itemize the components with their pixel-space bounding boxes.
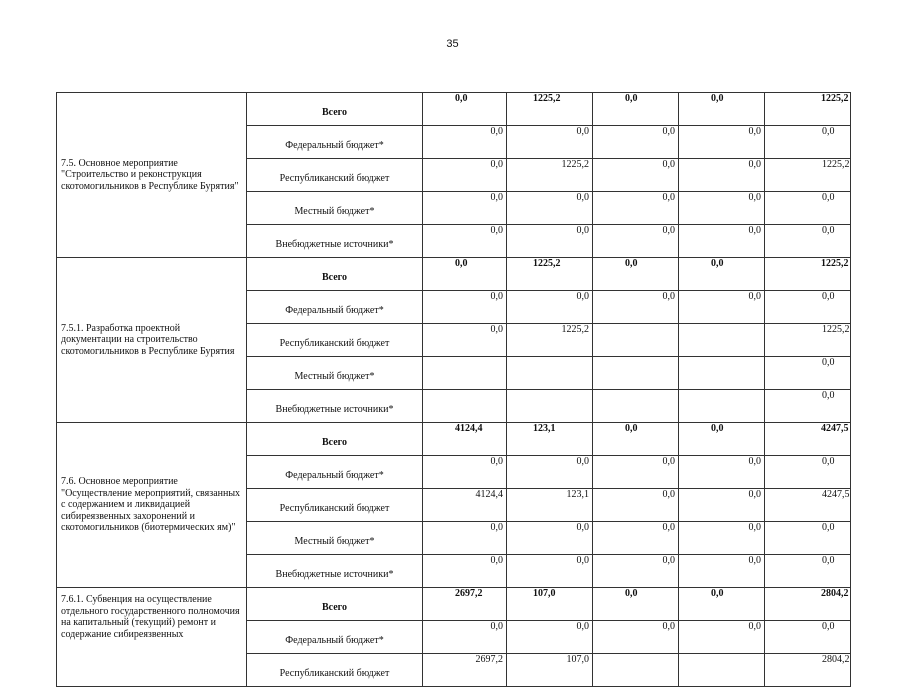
activity-title: 7.6.1. Субвенция на осуществление отдельного государственного полномочия на капитальный (текущий) ремонт и содержание сибиреязвенных (57, 588, 247, 687)
value-cell: 0,0 (593, 291, 679, 324)
value-cell: 2697,2 (423, 654, 507, 687)
value-cell: 0,0 (423, 456, 507, 489)
value-cell: 0,0 (679, 423, 765, 456)
value-cell: 4124,4 (423, 423, 507, 456)
value-cell: 0,0 (679, 225, 765, 258)
value-cell: 0,0 (765, 291, 851, 324)
value-cell: 107,0 (507, 588, 593, 621)
page-number: 35 (446, 38, 459, 50)
value-cell: 0,0 (765, 390, 851, 423)
value-cell: 123,1 (507, 489, 593, 522)
value-cell: 0,0 (507, 555, 593, 588)
value-cell: 0,0 (679, 192, 765, 225)
value-cell: 0,0 (593, 159, 679, 192)
value-cell: 0,0 (507, 522, 593, 555)
value-cell (423, 357, 507, 390)
value-cell: 0,0 (593, 258, 679, 291)
funding-source: Федеральный бюджет* (247, 291, 423, 324)
value-cell (593, 357, 679, 390)
value-cell: 0,0 (593, 225, 679, 258)
value-cell: 4124,4 (423, 489, 507, 522)
funding-source: Внебюджетные источники* (247, 555, 423, 588)
value-cell: 0,0 (593, 126, 679, 159)
activity-title: 7.5.1. Разработка проектной документации на строительство скотомогильников в Республике Бурятия (57, 258, 247, 423)
value-cell: 0,0 (507, 621, 593, 654)
value-cell: 0,0 (679, 621, 765, 654)
funding-source: Всего (247, 258, 423, 291)
funding-source: Федеральный бюджет* (247, 456, 423, 489)
value-cell: 0,0 (765, 225, 851, 258)
funding-source: Внебюджетные источники* (247, 390, 423, 423)
budget-table (56, 92, 851, 687)
value-cell: 0,0 (423, 126, 507, 159)
value-cell: 0,0 (679, 159, 765, 192)
activity-title: 7.5. Основное мероприятие "Строительство и реконструкция скотомогильников в Республике Бурятия" (57, 93, 247, 258)
value-cell: 0,0 (765, 357, 851, 390)
value-cell: 4247,5 (765, 423, 851, 456)
value-cell: 0,0 (679, 93, 765, 126)
value-cell: 0,0 (593, 621, 679, 654)
value-cell: 1225,2 (765, 93, 851, 126)
value-cell: 107,0 (507, 654, 593, 687)
value-cell: 0,0 (765, 192, 851, 225)
value-cell: 0,0 (507, 126, 593, 159)
value-cell (679, 390, 765, 423)
value-cell: 2804,2 (765, 588, 851, 621)
value-cell: 1225,2 (507, 258, 593, 291)
value-cell: 4247,5 (765, 489, 851, 522)
value-cell: 0,0 (765, 126, 851, 159)
value-cell: 0,0 (593, 489, 679, 522)
value-cell (507, 390, 593, 423)
table-row-total (57, 258, 851, 291)
value-cell: 0,0 (423, 291, 507, 324)
value-cell: 0,0 (423, 159, 507, 192)
value-cell: 0,0 (593, 522, 679, 555)
budget-table-body (57, 93, 851, 687)
funding-source: Всего (247, 93, 423, 126)
value-cell (679, 654, 765, 687)
value-cell: 1225,2 (507, 324, 593, 357)
value-cell: 0,0 (423, 324, 507, 357)
funding-source: Республиканский бюджет (247, 654, 423, 687)
value-cell: 0,0 (423, 192, 507, 225)
value-cell: 0,0 (423, 225, 507, 258)
funding-source: Республиканский бюджет (247, 324, 423, 357)
funding-source: Всего (247, 588, 423, 621)
value-cell: 0,0 (765, 522, 851, 555)
value-cell: 0,0 (593, 456, 679, 489)
value-cell: 0,0 (423, 621, 507, 654)
value-cell: 1225,2 (507, 159, 593, 192)
value-cell: 0,0 (679, 588, 765, 621)
funding-source: Федеральный бюджет* (247, 126, 423, 159)
funding-source: Местный бюджет* (247, 522, 423, 555)
value-cell: 0,0 (765, 555, 851, 588)
value-cell (507, 357, 593, 390)
activity-title: 7.6. Основное мероприятие "Осуществление мероприятий, связанных с содержанием и ликвидацией сибиреязвенных захоронений и скотомогильников (биотермических ям)" (57, 423, 247, 588)
value-cell: 0,0 (423, 258, 507, 291)
value-cell: 0,0 (679, 489, 765, 522)
table-row-total (57, 423, 851, 456)
funding-source: Республиканский бюджет (247, 159, 423, 192)
value-cell: 1225,2 (765, 324, 851, 357)
value-cell: 0,0 (423, 522, 507, 555)
value-cell: 0,0 (765, 456, 851, 489)
funding-source: Всего (247, 423, 423, 456)
funding-source: Республиканский бюджет (247, 489, 423, 522)
value-cell: 0,0 (507, 456, 593, 489)
value-cell: 2804,2 (765, 654, 851, 687)
value-cell: 0,0 (765, 621, 851, 654)
value-cell: 0,0 (593, 423, 679, 456)
table-row-total (57, 588, 851, 621)
value-cell: 1225,2 (507, 93, 593, 126)
value-cell (593, 324, 679, 357)
value-cell: 2697,2 (423, 588, 507, 621)
value-cell (593, 654, 679, 687)
value-cell: 0,0 (507, 291, 593, 324)
value-cell (423, 390, 507, 423)
value-cell (593, 390, 679, 423)
funding-source: Местный бюджет* (247, 192, 423, 225)
value-cell: 0,0 (593, 588, 679, 621)
value-cell: 123,1 (507, 423, 593, 456)
value-cell: 0,0 (679, 522, 765, 555)
value-cell: 0,0 (679, 258, 765, 291)
value-cell: 1225,2 (765, 258, 851, 291)
value-cell: 0,0 (679, 126, 765, 159)
value-cell: 0,0 (593, 93, 679, 126)
value-cell: 0,0 (679, 291, 765, 324)
value-cell: 0,0 (593, 192, 679, 225)
funding-source: Внебюджетные источники* (247, 225, 423, 258)
funding-source: Местный бюджет* (247, 357, 423, 390)
table-row-total (57, 93, 851, 126)
value-cell: 0,0 (679, 555, 765, 588)
value-cell (679, 324, 765, 357)
value-cell: 0,0 (423, 93, 507, 126)
value-cell: 0,0 (679, 456, 765, 489)
funding-source: Федеральный бюджет* (247, 621, 423, 654)
value-cell: 0,0 (593, 555, 679, 588)
value-cell (679, 357, 765, 390)
value-cell: 1225,2 (765, 159, 851, 192)
value-cell: 0,0 (507, 192, 593, 225)
value-cell: 0,0 (423, 555, 507, 588)
value-cell: 0,0 (507, 225, 593, 258)
